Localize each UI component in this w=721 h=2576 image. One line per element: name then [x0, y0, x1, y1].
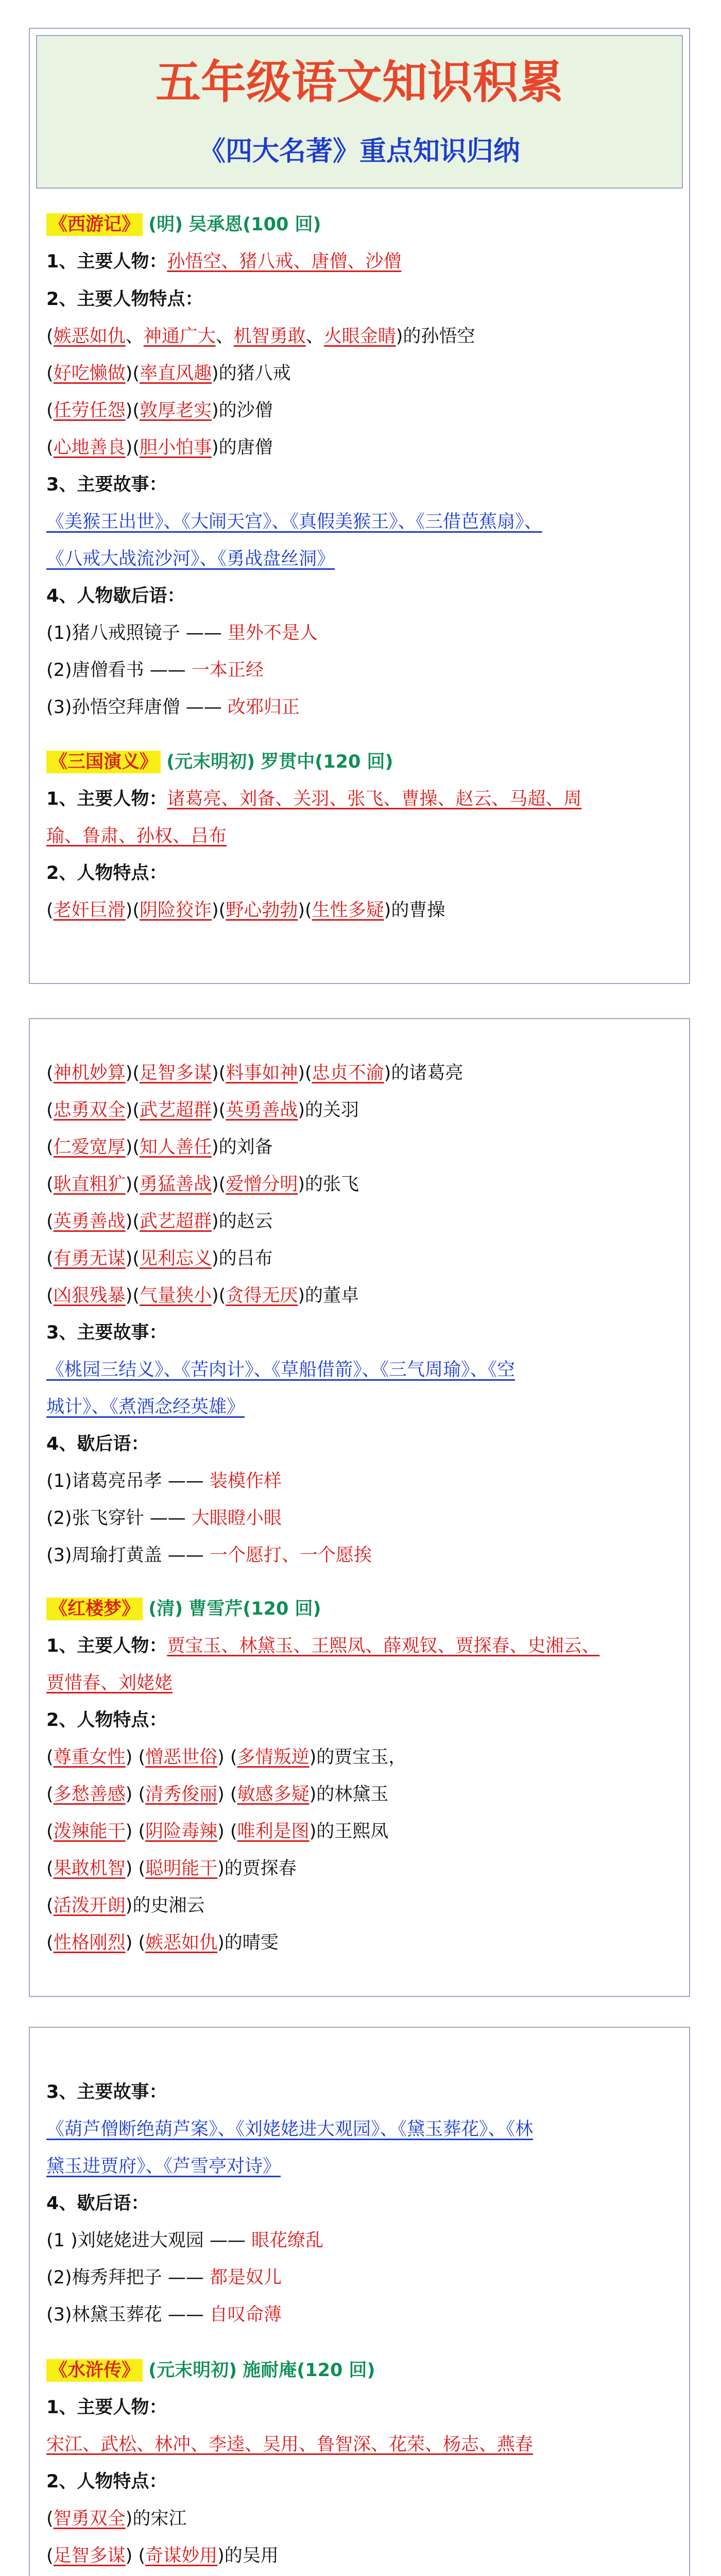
trait-line	[46, 361, 675, 386]
text-span: 尊重女性	[53, 1747, 126, 1768]
book-title: 《红楼梦》	[46, 1598, 143, 1620]
bracket: 、	[125, 326, 144, 347]
main-characters	[46, 786, 675, 812]
main-characters	[46, 1633, 675, 1659]
trait-line	[46, 398, 675, 423]
text-span: 活泼开朗	[53, 1895, 126, 1916]
bracket: ) (	[217, 1821, 237, 1842]
text-span: (1 )刘姥姥进大观园 ——	[46, 2230, 251, 2251]
text-span: 嫉恶如仇	[145, 1933, 218, 1953]
bracket: )(	[125, 1100, 140, 1121]
text-span: 老奸巨滑	[53, 900, 126, 921]
text-span: 仁爱宽厚	[53, 1137, 126, 1158]
xiehouyu-line	[46, 620, 675, 646]
text-span: 英勇善战	[53, 1211, 126, 1232]
trait-line	[46, 1134, 675, 1160]
text-span: (元末明初)	[148, 2360, 237, 2381]
trait-line	[46, 1744, 675, 1770]
trait-line	[46, 1283, 675, 1309]
bracket: )(	[125, 363, 140, 384]
bracket: ) (	[125, 1821, 146, 1842]
stories-line: 《美猴王出世》、《大闹天宫》、《真假美猴王》、《三借芭蕉扇》、	[46, 512, 542, 532]
text-span: 多愁善感	[53, 1784, 126, 1805]
bracket: )(	[125, 1063, 140, 1083]
page-1	[29, 28, 690, 984]
text-span: 贪得无厌	[226, 1285, 298, 1306]
page-subtitle: 《四大名著》重点知识归纳	[198, 135, 520, 167]
text-span: 任劳任怨	[53, 400, 126, 421]
text-span: 性格刚烈	[53, 1933, 126, 1953]
text-span: 忠贞不渝	[312, 1063, 384, 1083]
bracket: )(	[125, 900, 140, 921]
section-label: 2、人物特点：	[46, 2471, 167, 2492]
text-span: 施耐庵(120 回)	[243, 2360, 375, 2381]
bracket: )(	[125, 1137, 140, 1158]
text-span: 一个愿打、一个愿挨	[209, 1545, 372, 1566]
bracket: )	[125, 1895, 133, 1916]
bracket: )(	[125, 437, 140, 458]
text-span: 忠勇双全	[53, 1100, 126, 1121]
text-span: 大眼瞪小眼	[191, 1508, 282, 1529]
text-span: 多情叛逆	[237, 1747, 310, 1768]
trait-line	[46, 1893, 675, 1919]
bracket: )	[212, 363, 219, 384]
bracket: )	[309, 1747, 317, 1768]
bracket: )	[212, 1248, 219, 1269]
text-span: 果敢机智	[53, 1858, 126, 1879]
bracket: (	[46, 363, 54, 384]
text-span: 罗贯中(120 回)	[261, 752, 393, 772]
xiyouji-heading	[46, 212, 675, 238]
text-span: (1)猪八戒照镜子 ——	[46, 623, 228, 643]
text-span: 敏感多疑	[237, 1784, 310, 1805]
trait-line	[46, 1856, 675, 1882]
bracket: )(	[125, 1211, 140, 1232]
text-span: 的诸葛亮	[391, 1063, 464, 1083]
bracket: )	[217, 1858, 225, 1879]
bracket: )(	[212, 1063, 226, 1083]
text-span: (1)诸葛亮吊孝 ——	[46, 1471, 210, 1492]
bracket: (	[46, 437, 54, 458]
bracket: )	[309, 1821, 317, 1842]
text-span: 火眼金睛	[323, 326, 396, 347]
bracket: )	[217, 1933, 225, 1953]
text-span: (3)孙悟空拜唐僧 ——	[46, 697, 228, 718]
bracket: )(	[298, 1063, 312, 1083]
section-label: 2、人物特点：	[46, 1710, 167, 1731]
trait-line	[46, 324, 675, 349]
bracket: )(	[125, 1174, 140, 1195]
bracket: )	[212, 400, 219, 421]
trait-line	[46, 2543, 675, 2569]
text-span: (3)周瑜打黄盖 ——	[46, 1545, 210, 1566]
text-span: (清)	[148, 1599, 183, 1619]
main-characters-cont	[46, 823, 675, 849]
text-span: 都是奴儿	[209, 2267, 282, 2288]
main-characters-cont	[46, 1670, 675, 1696]
text-span: 的唐僧	[218, 437, 273, 458]
bracket: ) (	[125, 1933, 146, 1953]
bracket: )(	[125, 400, 140, 421]
page-3	[29, 2027, 690, 2576]
text-span: 唯利是图	[237, 1821, 310, 1842]
main-characters	[46, 2432, 675, 2458]
text-span: 机智勇敢	[233, 326, 306, 347]
stories-line: 黛玉进贾府》、《芦雪亭对诗》	[46, 2156, 281, 2177]
text-span: 的曹操	[391, 900, 445, 921]
bracket: )	[298, 1100, 305, 1121]
text-span: 聪明能干	[145, 1858, 218, 1879]
text-span: 1、主要人物：	[46, 251, 167, 272]
bracket: ) (	[125, 1747, 146, 1768]
text-span: 的董卓	[304, 1285, 359, 1306]
bracket: (	[46, 400, 54, 421]
text-span: 的史湘云	[132, 1895, 205, 1916]
text-span: 奇谋妙用	[145, 2546, 218, 2566]
text-span: 有勇无谋	[53, 1248, 126, 1269]
bracket: )	[309, 1784, 317, 1805]
text-span: 野心勃勃	[226, 900, 298, 921]
bracket: ) (	[217, 1784, 237, 1805]
text-span: 的张飞	[304, 1174, 359, 1195]
text-span: 心地善良	[53, 437, 126, 458]
bracket: )(	[212, 1100, 226, 1121]
text-span: 武艺超群	[139, 1100, 212, 1121]
book-title: 《水浒传》	[46, 2359, 143, 2382]
bracket: (	[46, 2546, 54, 2566]
xiehouyu-line	[46, 1505, 675, 1531]
xiehouyu-line	[46, 2228, 675, 2253]
trait-line	[46, 1930, 675, 1956]
section-label: 4、人物歇后语：	[46, 586, 185, 606]
text-span: 里外不是人	[227, 623, 318, 643]
text-span: 的刘备	[218, 1137, 273, 1158]
section-label: 2、主要人物特点：	[46, 289, 203, 310]
xiehouyu-line	[46, 2302, 675, 2328]
text-span: 耿直粗犷	[53, 1174, 126, 1195]
bracket: )	[212, 1211, 219, 1232]
text-span: 1、主要人物：	[46, 1636, 167, 1656]
shuihu-heading	[46, 2358, 675, 2383]
bracket: (	[46, 1285, 54, 1306]
text-span: 胆小怕事	[139, 437, 212, 458]
xiehouyu-line	[46, 694, 675, 720]
text-span: 的孙悟空	[403, 326, 475, 347]
section-label: 3、主要故事：	[46, 2082, 167, 2103]
text-span: 憎恶世俗	[145, 1747, 218, 1768]
xiehouyu-line	[46, 1468, 675, 1494]
bracket: )	[212, 437, 219, 458]
bracket: (	[46, 1100, 54, 1121]
bracket: ) (	[125, 1858, 146, 1879]
text-span: 瑜、鲁肃、孙权、吕布	[46, 826, 227, 846]
text-span: 的赵云	[218, 1211, 273, 1232]
text-span: 见利忘义	[139, 1248, 212, 1269]
bracket: )	[298, 1174, 305, 1195]
bracket: (	[46, 1784, 54, 1805]
text-span: 料事如神	[226, 1063, 298, 1083]
text-span: 的沙僧	[218, 400, 273, 421]
bracket: (	[46, 1174, 54, 1195]
text-span: 曹雪芹(120 回)	[188, 1599, 321, 1619]
text-span: 率直风趣	[139, 363, 212, 384]
trait-line	[46, 1209, 675, 1234]
trait-line	[46, 1246, 675, 1272]
text-span: 泼辣能干	[53, 1821, 126, 1842]
text-span: 装模作样	[209, 1471, 282, 1492]
text-span: 贾宝玉、林黛玉、王熙凤、薛观钗、贾探春、史湘云、	[167, 1636, 600, 1656]
bracket: 、	[215, 326, 234, 347]
text-span: 宋江、武松、林冲、李逵、吴用、鲁智深、花荣、杨志、燕春	[46, 2434, 534, 2455]
bracket: (	[46, 2509, 54, 2529]
bracket: )	[384, 900, 391, 921]
text-span: 的吕布	[218, 1248, 273, 1269]
text-span: (2)梅秀拜把子 ——	[46, 2267, 210, 2288]
text-span: 的贾探春	[224, 1858, 297, 1879]
text-span: 的宋江	[132, 2509, 187, 2529]
bracket: )	[396, 326, 403, 347]
text-span: 贾惜春、刘姥姥	[46, 1673, 173, 1693]
bracket: )(	[125, 1285, 140, 1306]
bracket: (	[46, 1821, 54, 1842]
section-label: 4、歇后语：	[46, 1434, 149, 1454]
bracket: )(	[125, 1248, 140, 1269]
stories-line: 《葫芦僧断绝葫芦案》、《刘姥姥进大观园》、《黛玉葬花》、《林	[46, 2119, 534, 2140]
text-span: (元末明初)	[166, 752, 255, 772]
hongloumeng-heading	[46, 1596, 675, 1622]
trait-line	[46, 1782, 675, 1807]
stories-line: 《桃园三结义》、《苦肉计》、《草船借箭》、《三气周瑜》、《空	[46, 1360, 516, 1380]
text-span: 的关羽	[304, 1100, 359, 1121]
bracket: (	[46, 1858, 54, 1879]
bracket: ) (	[125, 2546, 146, 2566]
stories-line: 《八戒大战流沙河》、《勇战盘丝洞》	[46, 549, 335, 569]
text-span: (2)唐僧看书 ——	[46, 660, 192, 681]
text-span: 一本正经	[191, 660, 264, 681]
text-span: 的贾宝玉，	[316, 1747, 407, 1768]
stories-line: 城计》、《煮酒念经英雄》	[46, 1397, 245, 1417]
text-span: 1、主要人物：	[46, 789, 167, 809]
book-title: 《三国演义》	[46, 751, 161, 773]
bracket: ) (	[217, 1747, 237, 1768]
bracket: (	[46, 1137, 54, 1158]
book-title: 《西游记》	[46, 213, 143, 236]
trait-line	[46, 1097, 675, 1123]
bracket: )(	[298, 900, 312, 921]
trait-line	[46, 2506, 675, 2532]
bracket: (	[46, 1211, 54, 1232]
text-span: 勇猛善战	[139, 1174, 212, 1195]
section-label: 1、主要人物：	[46, 2397, 167, 2418]
section-label: 3、主要故事：	[46, 474, 167, 495]
title-banner	[36, 35, 683, 189]
bracket: )	[217, 2546, 225, 2566]
trait-line	[46, 435, 675, 461]
text-span: 敦厚老实	[139, 400, 212, 421]
text-span: 足智多谋	[139, 1063, 212, 1083]
text-span: 好吃懒做	[53, 363, 126, 384]
trait-line	[46, 1819, 675, 1844]
bracket: )(	[212, 1174, 226, 1195]
bracket: )	[212, 1137, 219, 1158]
text-span: 的晴雯	[224, 1933, 279, 1953]
bracket: (	[46, 1063, 54, 1083]
bracket: )(	[212, 900, 226, 921]
text-span: 自叹命薄	[209, 2304, 282, 2325]
text-span: 清秀俊丽	[145, 1784, 218, 1805]
text-span: 的王熙凤	[316, 1821, 389, 1842]
text-span: 神机妙算	[53, 1063, 126, 1083]
page-2	[29, 1018, 690, 1997]
text-span: 的猪八戒	[218, 363, 291, 384]
text-span: 足智多谋	[53, 2546, 126, 2566]
text-span: 知人善任	[139, 1137, 212, 1158]
trait-line	[46, 1060, 675, 1086]
text-span: (明)	[148, 214, 183, 235]
sanguo-heading	[46, 749, 675, 775]
trait-line	[46, 1172, 675, 1197]
text-span: (2)张飞穿针 ——	[46, 1508, 192, 1529]
text-span: 诸葛亮、刘备、关羽、张飞、曹操、赵云、马超、周	[167, 789, 582, 809]
text-span: 改邪归正	[227, 697, 300, 718]
text-span: 凶狠残暴	[53, 1285, 126, 1306]
bracket: (	[46, 1895, 54, 1916]
text-span: 阴险狡诈	[139, 900, 212, 921]
text-span: 阴险毒辣	[145, 1821, 218, 1842]
text-span: 嫉恶如仇	[53, 326, 126, 347]
bracket: (	[46, 900, 54, 921]
section-label: 3、主要故事：	[46, 1323, 167, 1343]
text-span: 神通广大	[143, 326, 216, 347]
bracket: (	[46, 1933, 54, 1953]
text-span: 吴承恩(100 回)	[188, 214, 321, 235]
text-span: 的吴用	[224, 2546, 279, 2566]
text-span: 气量狭小	[139, 1285, 212, 1306]
xiehouyu-line	[46, 657, 675, 683]
page-title: 五年级语文知识积累	[155, 55, 563, 109]
xiehouyu-line	[46, 1543, 675, 1568]
bracket: (	[46, 1747, 54, 1768]
bracket: (	[46, 326, 54, 347]
bracket: )	[298, 1285, 305, 1306]
text-span: 武艺超群	[139, 1211, 212, 1232]
section-label: 4、歇后语：	[46, 2193, 149, 2214]
bracket: )(	[212, 1285, 226, 1306]
text-span: 孙悟空、猪八戒、唐僧、沙僧	[167, 251, 402, 272]
bracket: )	[125, 2509, 133, 2529]
text-span: 英勇善战	[226, 1100, 298, 1121]
bracket: ) (	[125, 1784, 146, 1805]
text-span: 生性多疑	[312, 900, 384, 921]
trait-line	[46, 897, 675, 923]
text-span: (3)林黛玉葬花 ——	[46, 2304, 210, 2325]
section-label: 2、人物特点：	[46, 863, 167, 884]
text-span: 眼花缭乱	[251, 2230, 323, 2251]
text-span: 的林黛玉	[316, 1784, 389, 1805]
bracket: 、	[305, 326, 324, 347]
main-characters	[46, 249, 675, 275]
text-span: 爱憎分明	[226, 1174, 298, 1195]
bracket: )	[384, 1063, 391, 1083]
bracket: (	[46, 1248, 54, 1269]
text-span: 智勇双全	[53, 2509, 126, 2529]
xiehouyu-line	[46, 2265, 675, 2291]
